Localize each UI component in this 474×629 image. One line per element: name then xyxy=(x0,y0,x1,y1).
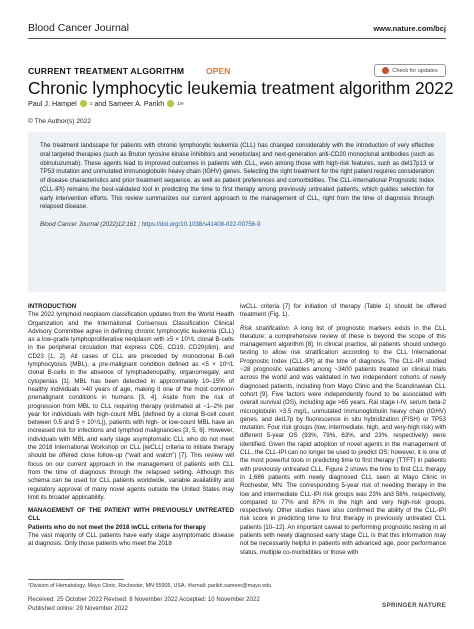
author-name-hampel[interactable]: Paul J. Hampel xyxy=(28,99,77,108)
footnote-divider xyxy=(28,579,124,580)
check-updates-label: Check for updates xyxy=(392,67,438,74)
author-list xyxy=(28,99,184,108)
author-affiliation-sup: 1✉ xyxy=(177,100,184,106)
abstract-box xyxy=(28,132,446,292)
publication-dates xyxy=(28,596,260,613)
orcid-icon[interactable] xyxy=(80,100,87,107)
author-affiliation: ¹Division of Hematology, Mayo Clinic, Rochester, MN 55905, USA. ✉email: parikh.sameer@mayo.edu xyxy=(28,583,272,589)
risk-stratification-text: A long list of prognostic markers exists in the CLL literature; a comprehensive review of these is beyond the scope of this management algorithm [8]. In clinical practice, all patients should undergo testing to allow risk stratification according to the CLL International Prognostic Index (CLL-IPI) at the time of diagnosis. The CLL-IPI studied ~28 prognostic variables among ~3400 patients treated on clinical trials across the world and was validated in two independent cohorts of newly diagnosed patients, including from Mayo Clinic and the Scandinavian CLL cohort [9]. Five factors were independently found to be associated with overall survival (OS), including age >65 years, Rai stage I-IV, serum beta-2 microglobulin >3.5 mg/L, unmutated immunoglobulin heavy chain (IGHV) genes, and del17p by fluorescence in situ hybridization (FISH) or TP53 mutation. Four risk groups (low, intermediate, high, and very-high risk) with different 5-year OS (93%, 79%, 63%, and 23%, respectively) were identified. Given the rapid adoption of novel agents in the management of CLL, the CLL-IPI can no longer be used to predict OS; however, it is one of the most powerful tools in predicting time to first therapy (TTFT) in patients with previously untreated CLL. Figure 2 shows the time to first CLL therapy in 1,686 patients with newly diagnosed CLL seen at Mayo Clinic in Rochester, MN. The corresponding 5-year risk of needing therapy in the low and intermediate CLL-IPI risk groups was 23% and 58%, respectively, compared to 77% and 87% in the high and very high-risk groups, respectively. Other studies have also confirmed the ability of the CLL-IPI risk score in predicting time to first therapy in previously untreated CLL patients [10–12]. An important caveat to performing prognostic testing in all patients with newly diagnosed early stage CLL is that this information may not be necessarily helpful in patients with advanced age, poor performance status, multiple co-morbidities or those with xyxy=(240,324,446,556)
check-for-updates-button[interactable] xyxy=(374,64,446,77)
check-updates-icon xyxy=(382,67,389,74)
orcid-icon[interactable] xyxy=(167,100,174,107)
risk-stratification-label: Risk stratification. xyxy=(240,324,291,332)
body-column-left xyxy=(28,303,234,549)
received-dates: Received: 25 October 2022 Revised: 8 November 2022 Accepted: 10 November 2022 xyxy=(28,596,260,603)
copyright-notice: © The Author(s) 2022 xyxy=(28,118,92,125)
body-paragraph: The vast majority of CLL patients have early stage asymptomatic disease at diagnosis. Only those patients who meet the 2018 xyxy=(28,532,234,548)
article-title: Chronic lymphocytic leukemia treatment algorithm 2022 xyxy=(28,78,454,98)
citation-text: Blood Cancer Journal (2022)12:161 ; xyxy=(40,221,142,228)
doi-link[interactable]: https://doi.org/10.1038/s41408-022-00756-9 xyxy=(141,221,261,228)
abstract-text: The treatment landscape for patients with chronic lymphocytic leukemia (CLL) has changed considerably with the introduction of very effective oral targeted therapies (such as Bruton tyrosine kinase inhibitors and venetoclax) and next-generation anti-CD20 monoclonal antibodies (such as obinutuzumab). These agents lead to improved outcomes in patients with CLL, even among those with high-risk features, such as del17p13 or TP53 mutation and unmutated immunoglobulin heavy chain (IGHV) genes. Selecting the right treatment for the right patient requires consideration of disease characteristics and prior treatment sequence, as well as patient preferences and comorbidities. The CLL-International Prognostic Index (CLL-IPI) remains the best-validated tool in predicting the time to first therapy among previously untreated patients, which guides selection for early intervention efforts. This review summarizes our current approach to the management of CLL, right from the time of diagnosis through relapsed disease. xyxy=(40,142,434,211)
publisher-logo: SPRINGER NATURE xyxy=(382,602,446,609)
body-paragraph: The 2022 lymphoid neoplasm classification updates from the World Health Organization and the International Consensus Classification Clinical Advisory Committee agree in defining chronic lymphocytic leukemia (CLL) as a low-grade lymphoproliferative neoplasm with ≥5 × 10⁹/L clonal B-cells in the peripheral circulation that express CD5, CD19, CD20(dim), and CD23 [1, 2]. All cases of CLL are preceded by monoclonal B-cell lymphocytosis (MBL), a pre-malignant condition defined as <5 × 10⁹/L clonal B-cells in the absence of lymphadenopathy, organomegaly, and cytopenias [1]. MBL has been detected in approximately 10–15% of healthy individuals >40 years of age, making it one of the most common premalignant conditions in humans [3, 4]. Aside from the risk of progression from MBL to CLL requiring therapy (estimated at ~1–2% per year for individuals with high-count MBL [defined by a clonal B-cell count between 0.5 and 5 × 10⁹/L]), patients with high- or low-count MBL have an increased risk for infections and lymphoid malignancies [3, 5, 6]. However, individuals with MBL and early stage asymptomatic CLL who do not meet the 2018 International Workshop on CLL [iwCLL] criteria to initiate therapy should be offered close follow-up (“wait and watch”) [7]. This review will focus on our current approach in the management of patients with CLL from the time of diagnosis through the relapsed setting. Although this schema can be used for CLL patients worldwide, variable availability and regulatory approval of many novel agents outside the United States may limit its broader applicability. xyxy=(28,311,234,501)
author-affiliation-sup: 1 xyxy=(89,101,93,106)
journal-name: Blood Cancer Journal xyxy=(28,22,129,34)
body-column-right xyxy=(240,303,446,557)
published-date: Published online: 29 November 2022 xyxy=(28,604,128,612)
body-paragraph: iwCLL criteria [7] for initiation of therapy (Table 1) should be offered treatment (Fig. 1). xyxy=(240,303,446,319)
subsection-heading: Patients who do not meet the 2018 iwCLL criteria for therapy xyxy=(28,523,206,531)
open-access-label: OPEN xyxy=(206,66,231,76)
article-type-label: CURRENT TREATMENT ALGORITHM xyxy=(28,66,185,76)
header-divider xyxy=(28,38,446,39)
article-citation xyxy=(40,221,434,228)
section-heading-management: MANAGEMENT OF THE PATIENT WITH PREVIOUSLY UNTREATED CLL xyxy=(28,507,234,523)
author-name-parikh[interactable]: and Sameer A. Parikh xyxy=(94,99,165,108)
journal-website-link[interactable]: www.nature.com/bcj xyxy=(373,24,446,33)
body-paragraph xyxy=(240,325,446,557)
section-heading-introduction: INTRODUCTION xyxy=(28,303,77,310)
